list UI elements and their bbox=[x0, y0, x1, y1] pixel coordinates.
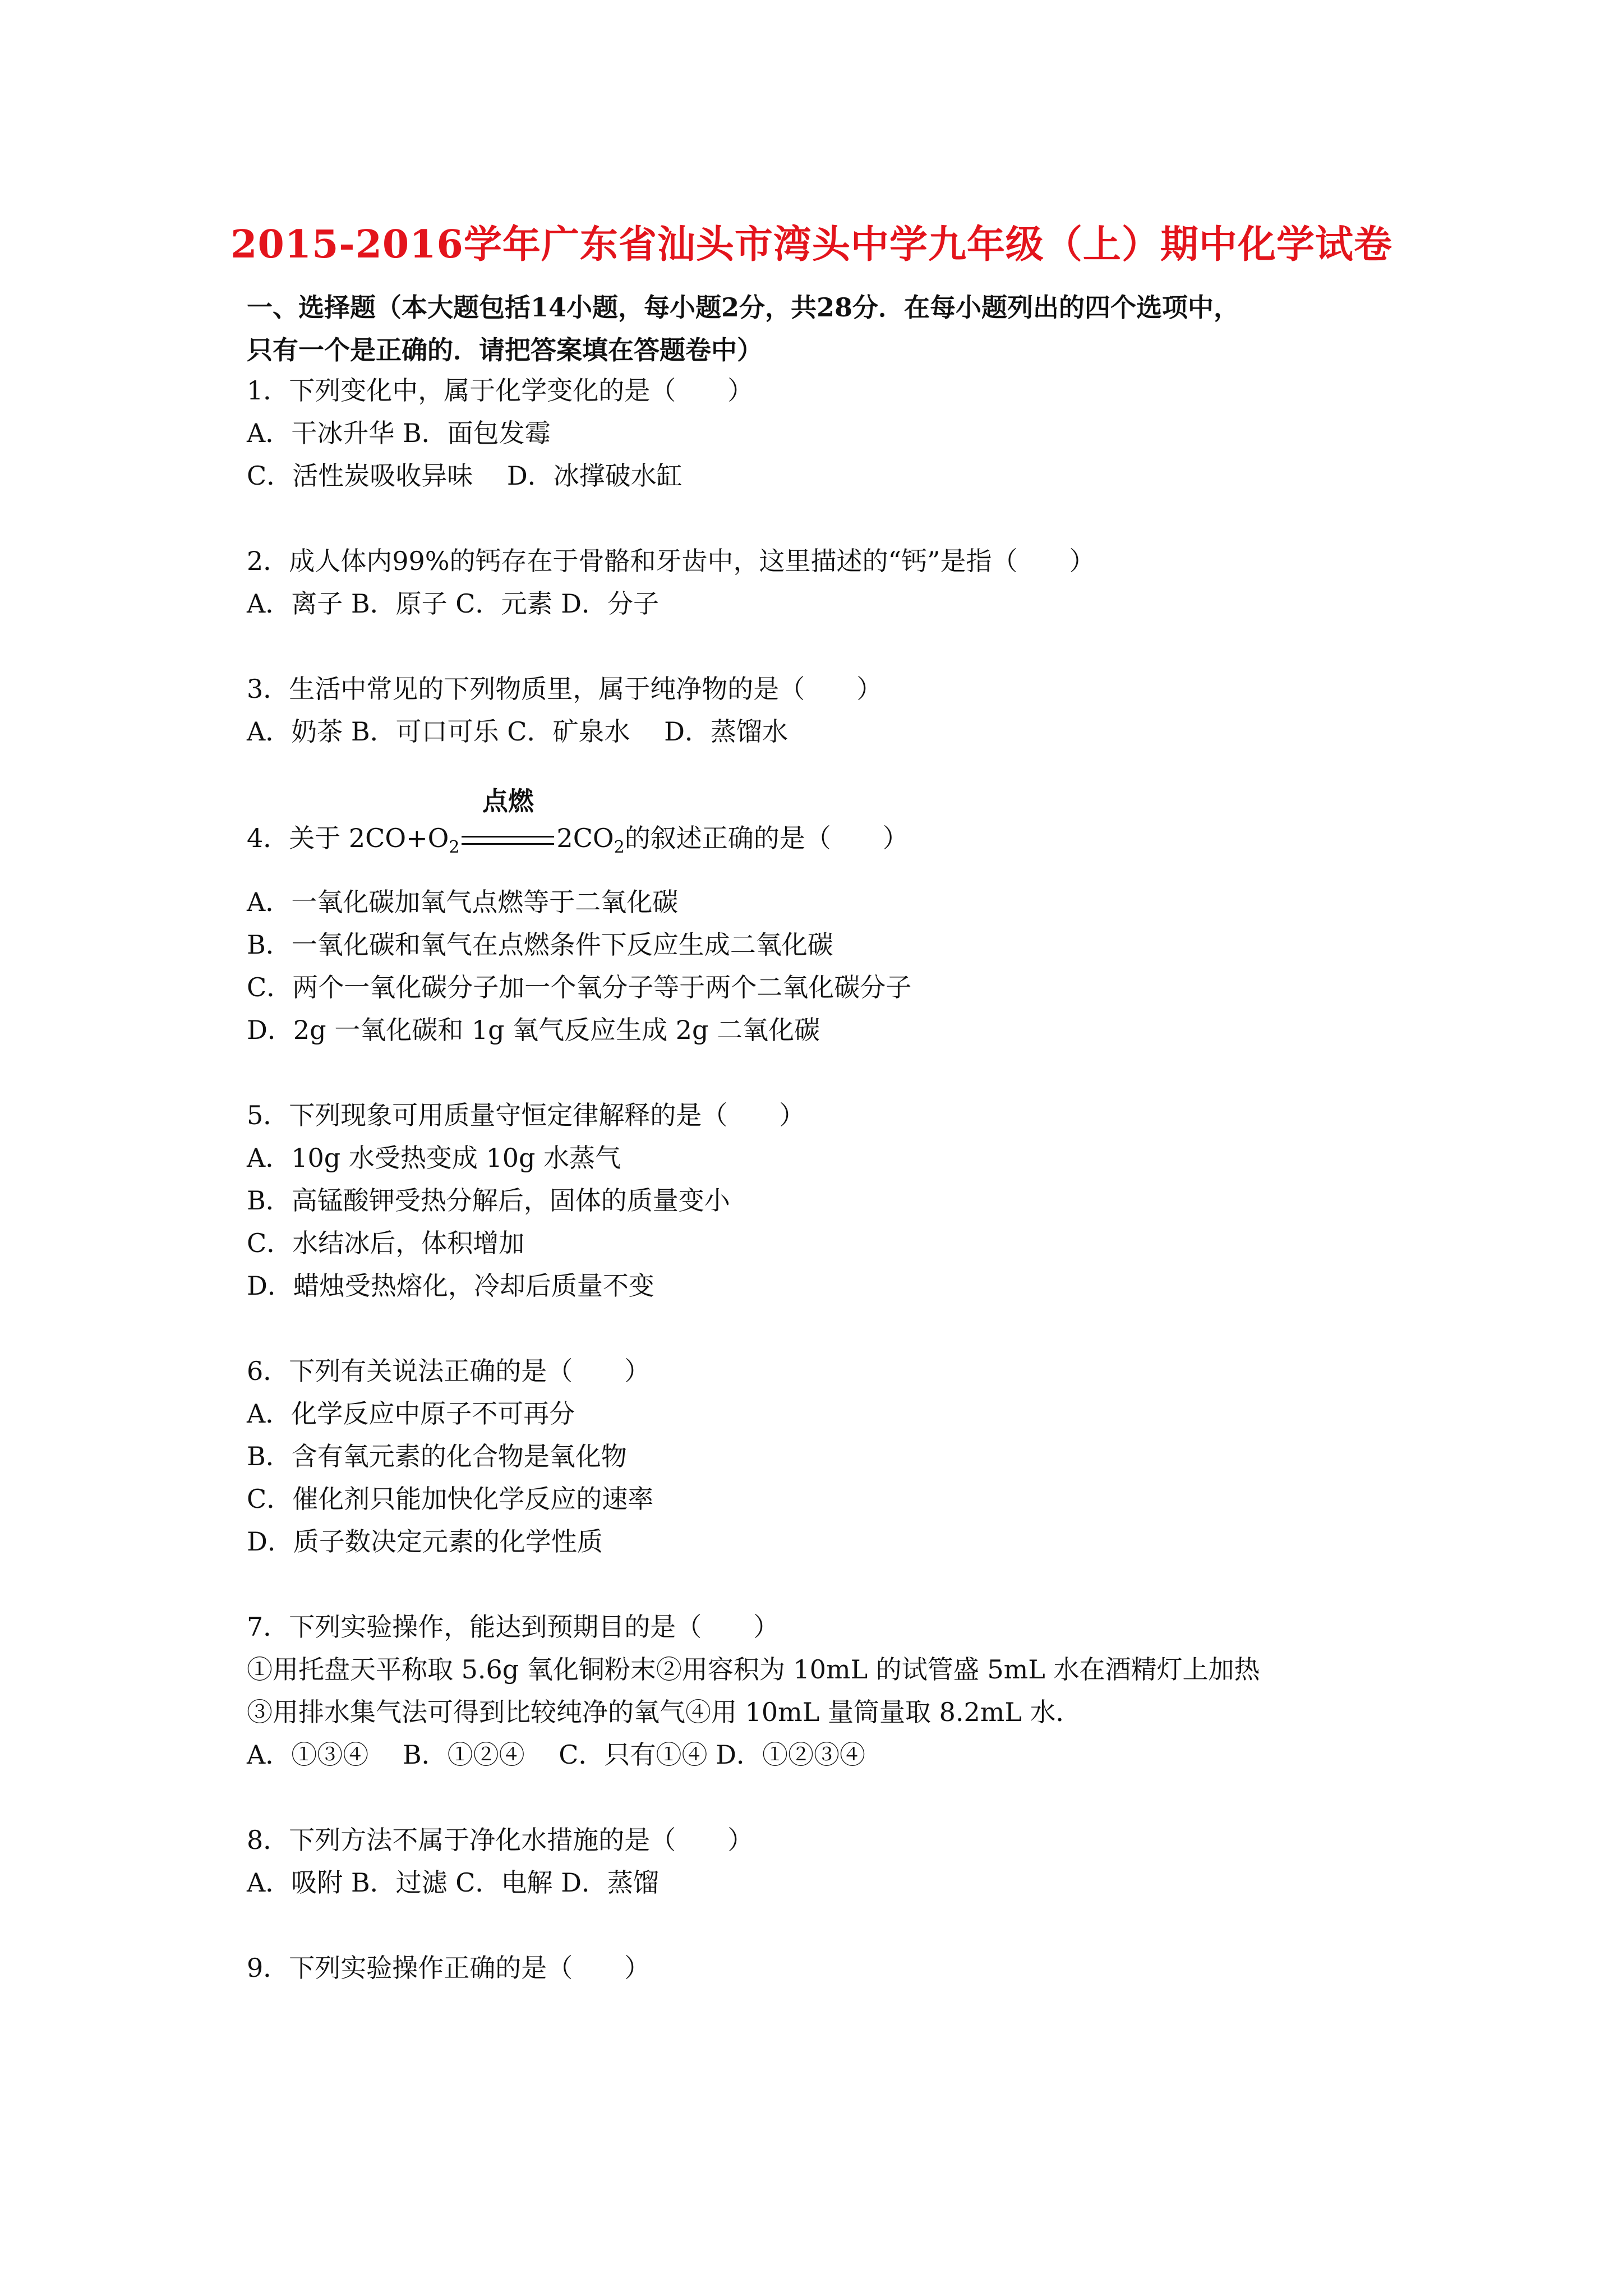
question-6-option-c: C．催化剂只能加快化学反应的速率 bbox=[247, 1484, 654, 1514]
double-line-icon bbox=[462, 836, 554, 845]
question-2-option-line-1: A．离子 B．原子 C．元素 D．分子 bbox=[247, 588, 659, 619]
question-6-stem: 6．下列有关说法正确的是（ ） bbox=[247, 1356, 651, 1386]
question-9-stem: 9．下列实验操作正确的是（ ） bbox=[247, 1953, 651, 1983]
question-4-option-b: B．一氧化碳和氧气在点燃条件下反应生成二氧化碳 bbox=[247, 930, 833, 960]
question-5-option-c: C．水结冰后，体积增加 bbox=[247, 1228, 525, 1258]
question-1-option-line-1: A．干冰升华 B．面包发霉 bbox=[247, 418, 551, 448]
question-6-option-d: D．质子数决定元素的化学性质 bbox=[247, 1526, 603, 1557]
question-4-option-c: C．两个一氧化碳分子加一个氧分子等于两个二氧化碳分子 bbox=[247, 972, 912, 1002]
question-4-option-a: A．一氧化碳加氧气点燃等于二氧化碳 bbox=[247, 887, 679, 917]
oxygen-subscript: 2 bbox=[449, 838, 460, 858]
question-5-stem: 5．下列现象可用质量守恒定律解释的是（ ） bbox=[247, 1100, 805, 1130]
product-subscript: 2 bbox=[614, 838, 625, 858]
question-8-option-line-1: A．吸附 B．过滤 C．电解 D．蒸馏 bbox=[247, 1867, 659, 1898]
section-heading bbox=[247, 286, 1424, 371]
question-7-detail-2: ③用排水集气法可得到比较纯净的氧气④用 10mL 量筒量取 8.2mL 水． bbox=[247, 1697, 1082, 1727]
question-3-option-line-1: A．奶茶 B．可口可乐 C．矿泉水 D．蒸馏水 bbox=[247, 716, 788, 747]
question-4-product: 2CO bbox=[556, 823, 614, 853]
question-4-option-d: D．2g 一氧化碳和 1g 氧气反应生成 2g 二氧化碳 bbox=[247, 1015, 820, 1045]
question-6-option-b: B．含有氧元素的化合物是氧化物 bbox=[247, 1441, 627, 1471]
reaction-condition: 点燃 bbox=[482, 786, 534, 816]
question-7-option-line-1: A．①③④ B．①②④ C．只有①④ D．①②③④ bbox=[247, 1740, 865, 1770]
section-heading-line-2: 只有一个是正确的．请把答案填在答题卷中） bbox=[247, 335, 763, 365]
question-1-option-line-2: C．活性炭吸收异味 D．冰撑破水缸 bbox=[247, 461, 683, 491]
question-4-stem-prefix: 4．关于 2CO+O bbox=[247, 823, 449, 853]
question-5-option-d: D．蜡烛受热熔化，冷却后质量不变 bbox=[247, 1271, 654, 1301]
section-heading-line-1: 一、选择题（本大题包括14小题，每小题2分，共28分．在每小题列出的四个选项中， bbox=[247, 292, 1240, 323]
question-4-stem bbox=[247, 786, 909, 864]
question-2-stem: 2．成人体内99%的钙存在于骨骼和牙齿中，这里描述的“钙”是指（ ） bbox=[247, 546, 1095, 576]
question-1-stem: 1．下列变化中，属于化学变化的是（ ） bbox=[247, 375, 754, 406]
page-title: 2015-2016学年广东省汕头市湾头中学九年级（上）期中化学试卷 bbox=[230, 222, 1393, 267]
question-3-stem: 3．生活中常见的下列物质里，属于纯净物的是（ ） bbox=[247, 674, 883, 704]
reaction-equals-sign bbox=[459, 786, 556, 855]
question-8-stem: 8．下列方法不属于净化水措施的是（ ） bbox=[247, 1825, 754, 1855]
question-5-option-b: B．高锰酸钾受热分解后，固体的质量变小 bbox=[247, 1185, 730, 1216]
question-7-stem: 7．下列实验操作，能达到预期目的是（ ） bbox=[247, 1612, 780, 1642]
question-5-option-a: A．10g 水受热变成 10g 水蒸气 bbox=[247, 1143, 621, 1173]
question-6-option-a: A．化学反应中原子不可再分 bbox=[247, 1398, 575, 1429]
question-7-detail-1: ①用托盘天平称取 5.6g 氧化铜粉末②用容积为 10mL 的试管盛 5mL 水在酒精灯上加热 bbox=[247, 1654, 1260, 1685]
question-4-stem-suffix: 的叙述正确的是（ ） bbox=[624, 823, 909, 853]
